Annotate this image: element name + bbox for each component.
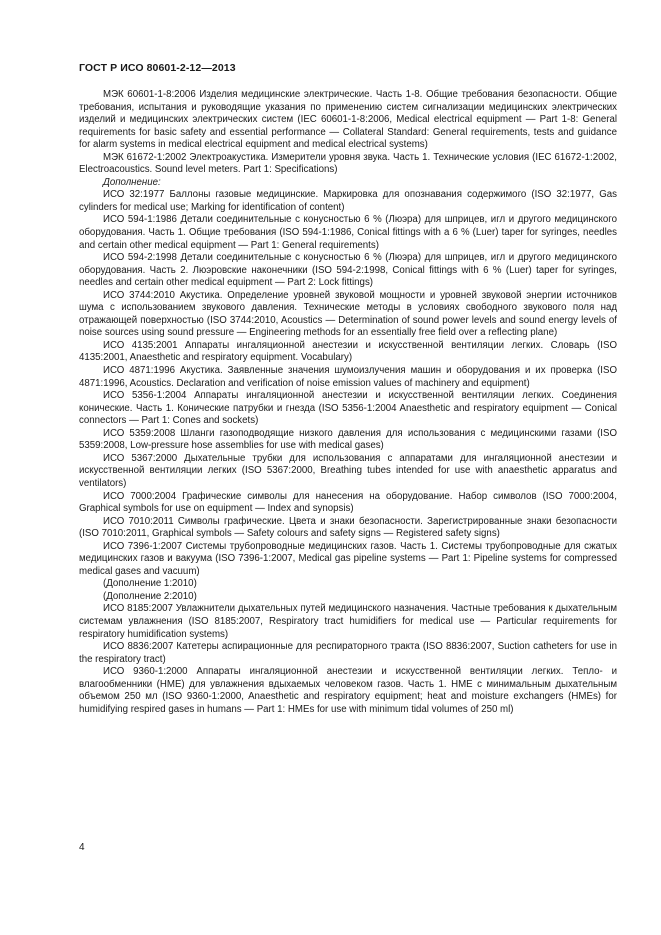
reference-iso-594-1: ИСО 594-1:1986 Детали соединительные с конусностью 6 % (Люэра) для шприцев, игл и другого медицинского оборудования. Часть 1. Общие требования (ISO 594-1:1986, Conical fittings with a 6 % (Luer) taper for syringes, needles and certain other medical equipment — Part 1: General requirements) (79, 214, 617, 251)
reference-iso-5367: ИСО 5367:2000 Дыхательные трубки для использования с аппаратами для ингаляционной анестезии и искусственной вентиляции легких (ISO 5367:2000, Breathing tubes intended for use with anaesthetic apparatus and ventilators) (79, 452, 617, 489)
addendum-label: Дополнение: (103, 176, 161, 188)
references-list (79, 89, 617, 716)
reference-iec-61672-1: МЭК 61672-1:2002 Электроакустика. Измерители уровня звука. Часть 1. Технические условия (IEC 61672-1:2002, Electroacoustics. Sound level meters. Part 1: Specifications) (79, 151, 617, 176)
reference-iso-5356-1: ИСО 5356-1:2004 Аппараты ингаляционной анестезии и искусственной вентиляции легких. Соединения конические. Часть 1. Конические патрубки и гнезда (ISO 5356-1:2004 Anaesthetic and respiratory equipment — Conical connectors — Part 1: Cones and sockets) (79, 390, 617, 427)
reference-iso-4871: ИСО 4871:1996 Акустика. Заявленные значения шумоизлучения машин и оборудования и их проверка (ISO 4871:1996, Acoustics. Declaration and verification of noise emission values of machinery and equipment) (79, 365, 617, 389)
reference-iso-7000: ИСО 7000:2004 Графические символы для нанесения на оборудование. Набор символов (ISO 7000:2004, Graphical symbols for use on equipment — Index and synopsis) (79, 490, 617, 515)
amendment-1: (Дополнение 1:2010) (103, 578, 197, 590)
document-header: ГОСТ Р ИСО 80601-2-12—2013 (79, 62, 236, 74)
amendment-2: (Дополнение 2:2010) (103, 590, 197, 602)
reference-iec-60601-1-8: МЭК 60601-1-8:2006 Изделия медицинские электрические. Часть 1-8. Общие требования безопасности. Общие требования, испытания и руководящие указания по применению систем сигнализации медицинских электрических изделий и медицинских электрических систем (IEC 60601-1-8:2006, Medical electrical equipment — Part 1-8: General requirements for basic safety and essential performance — Collateral Standard: General requirements, tests and guidance for alarm systems in medical electrical equipment and medical electrical systems) (79, 89, 617, 151)
reference-iso-32: ИСО 32:1977 Баллоны газовые медицинские. Маркировка для опознавания содержимого (ISO 32:1977, Gas cylinders for medical use; Marking for identification of content) (79, 189, 617, 213)
page-number: 4 (79, 842, 85, 853)
reference-iso-8185: ИСО 8185:2007 Увлажнители дыхательных путей медицинского назначения. Частные требования к дыхательным системам увлажнения (ISO 8185:2007, Respiratory tract humidifiers for medical use — Particular requirements for respiratory humidification systems) (79, 603, 617, 640)
reference-iso-594-2: ИСО 594-2:1998 Детали соединительные с конусностью 6 % (Люэра) для шприцев, игл и другого медицинского оборудования. Часть 2. Люэровские наконечники (ISO 594-2:1998, Conical fittings with 6 % (Luer) taper for syringes, needles and certain other medical equipment — Part 2: Lock fittings) (79, 252, 617, 289)
reference-iso-8836: ИСО 8836:2007 Катетеры аспирационные для респираторного тракта (ISO 8836:2007, Suction catheters for use in the respiratory tract) (79, 641, 617, 665)
reference-iso-7010: ИСО 7010:2011 Символы графические. Цвета и знаки безопасности. Зарегистрированные знаки безопасности (ISO 7010:2011, Graphical symbols — Safety colours and safety signs — Registered safety signs) (79, 515, 617, 540)
reference-iso-9360-1: ИСО 9360-1:2000 Аппараты ингаляционной анестезии и искусственной вентиляции легких. Тепло- и влагообменники (HME) для увлажнения вдыхаемых человеком газов. Часть 1. HME с минимальным дыхательным объемом 250 мл (ISO 9360-1:2000, Anaesthetic and respiratory equipment; heat and moisture exchangers (HMEs) for humidifying respired gases in humans — Part 1: HMEs for use with minimum tidal volumes of 250 ml) (79, 666, 617, 715)
reference-iso-4135: ИСО 4135:2001 Аппараты ингаляционной анестезии и искусственной вентиляции легких. Словарь (ISO 4135:2001, Anaesthetic and respiratory equipment. Vocabulary) (79, 339, 617, 364)
reference-iso-7396-1: ИСО 7396-1:2007 Системы трубопроводные медицинских газов. Часть 1. Системы трубопроводные для сжатых медицинских газов и вакуума (ISO 7396-1:2007, Medical gas pipeline systems — Part 1: Pipeline systems for compressed medical gases and vacuum) (79, 540, 617, 577)
reference-iso-3744: ИСО 3744:2010 Акустика. Определение уровней звуковой мощности и уровней звуковой энергии источников шума с использованием звукового давления. Технические методы в условиях свободного звукового поля над отражающей поверхностью (ISO 3744:2010, Acoustics — Determination of sound power levels and sound energy levels of noise sources using sound pressure — Engineering methods for an essentially free field over a reflecting plane) (79, 289, 617, 339)
reference-iso-5359: ИСО 5359:2008 Шланги газоподводящие низкого давления для использования с медицинскими газами (ISO 5359:2008, Low-pressure hose assemblies for use with medical gases) (79, 427, 617, 452)
